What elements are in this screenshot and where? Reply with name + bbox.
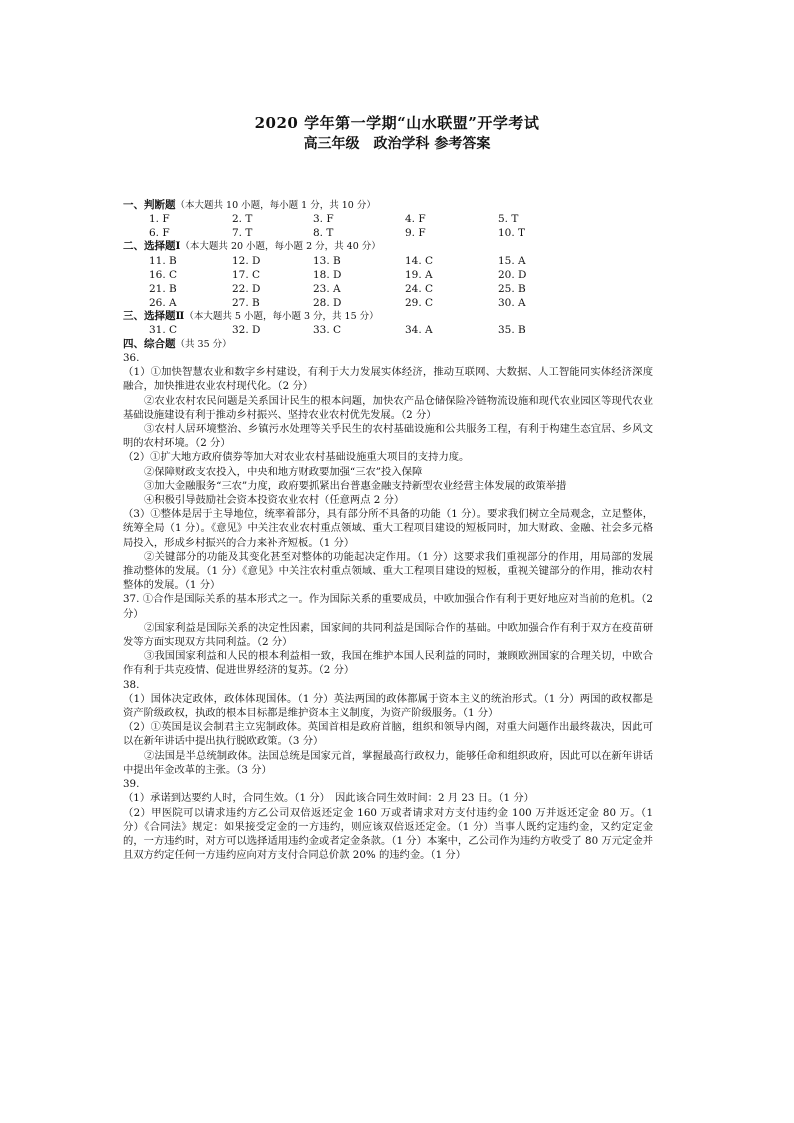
answer-cell: 28. D [313, 297, 342, 309]
section-title: 二、选择题Ⅰ [123, 240, 181, 252]
section-heading-judgement [123, 199, 376, 212]
answer-cell: 25. B [498, 283, 526, 295]
answer-paragraph: 36. [123, 352, 140, 364]
answer-cell: 6. F [149, 227, 170, 239]
answer-cell: 10. T [498, 227, 526, 239]
answer-cell: 4. F [405, 213, 426, 225]
answer-cell: 15. A [498, 255, 526, 267]
answer-cell: 35. B [498, 324, 526, 336]
section-note: （本大题共 10 小题，每小题 1 分，共 10 分） [175, 200, 376, 211]
answer-cell: 9. F [405, 227, 426, 239]
answer-paragraph: ②国家利益是国际关系的决定性因素，国家间的共同利益是国际合作的基础。中欧加强合作有利于双方在疫苗研发等方面实现双方共同利益。（2 分） [123, 621, 653, 649]
section-title: 三、选择题Ⅱ [123, 310, 185, 322]
answer-paragraph: ③农村人居环境整治、乡镇污水处理等关乎民生的农村基础设施和公共服务工程，有利于构建生态宜居、乡风文明的农村环境。（2 分） [123, 423, 653, 450]
answer-paragraph: （2）①英国是议会制君主立宪制政体。英国首相是政府首脑，组织和领导内阁，对重大问题作出最终裁决，因此可以在新年讲话中提出执行脱欧政策。（3 分） [123, 721, 653, 748]
answer-cell: 26. A [149, 297, 177, 309]
answer-cell: 19. A [405, 269, 433, 281]
answer-cell: 22. D [232, 283, 261, 295]
answer-cell: 14. C [405, 255, 434, 267]
section-heading-choice-2 [123, 310, 379, 323]
section-title: 一、判断题 [123, 199, 176, 211]
answer-paragraph: （1）承诺到达要约人时，合同生效。（1 分） 因此该合同生效时间：2 月 23 日。（1 分） [123, 792, 534, 805]
answer-cell: 31. C [149, 324, 178, 336]
answer-cell: 1. F [149, 213, 170, 225]
section-note: （本大题共 5 小题，每小题 3 分，共 15 分） [184, 311, 379, 322]
answer-cell: 11. B [149, 255, 177, 267]
answer-cell: 24. C [405, 283, 434, 295]
answer-cell: 3. F [313, 213, 334, 225]
answer-paragraph: （1）国体决定政体，政体体现国体。（1 分）英法两国的政体都属于资本主义的统治形式。（1 分）两国的政权都是资产阶级政权，执政的根本目标都是维护资本主义制度，为资产阶级服务。（1 分） [123, 692, 653, 720]
answer-paragraph: 37. ①合作是国际关系的基本形式之一。作为国际关系的重要成员，中欧加强合作有利于更好地应对当前的危机。（2 分） [123, 593, 653, 620]
answer-cell: 32. D [232, 324, 261, 336]
answer-paragraph: ③加大金融服务“三农”力度，政府要抓紧出台普惠金融支持新型农业经营主体发展的政策举措 [144, 479, 567, 492]
answer-paragraph: （3）①整体是居于主导地位，统率着部分，具有部分所不具备的功能（1 分）。要求我们树立全局观念，立足整体，统筹全局（1 分）。《意见》中关注农业农村重点领域、重大工程项目建设的短板同时，加大财政、金融、社会多元格局投入，形成乡村振兴的合力来补齐短板。（1 分） [123, 508, 653, 549]
answer-cell: 34. A [405, 324, 433, 336]
answer-paragraph: ②关键部分的功能及其变化甚至对整体的功能起决定作用。（1 分）这要求我们重视部分的作用，用局部的发展推动整体的发展。（1 分）《意见》中关注农村重点领域、重大工程项目建设的短板，重视关键部分的作用，推动农村整体的发展。（1 分） [123, 550, 653, 592]
answer-cell: 29. C [405, 297, 434, 309]
answer-cell: 23. A [313, 283, 341, 295]
answer-cell: 13. B [313, 255, 341, 267]
exam-title: 2020 学年第一学期“山水联盟”开学考试 [254, 114, 540, 132]
answer-cell: 27. B [232, 297, 260, 309]
answer-paragraph: ②农业农村农民问题是关系国计民生的根本问题，加快农产品仓储保险冷链物流设施和现代农业园区等现代农业基础设施建设有利于推动乡村振兴、坚持农业农村优先发展。（2 分） [123, 394, 653, 421]
answer-cell: 21. B [149, 283, 177, 295]
answer-paragraph: ②保障财政支农投入，中央和地方财政要加强“三农”投入保障 [144, 465, 423, 478]
answer-cell: 33. C [313, 324, 342, 336]
answer-paragraph: 39. [123, 778, 140, 791]
answer-cell: 16. C [149, 269, 178, 281]
answer-cell: 20. D [498, 269, 527, 281]
answer-cell: 12. D [232, 255, 261, 267]
answer-paragraph: （1）①加快智慧农业和数字乡村建设，有利于大力发展实体经济，推动互联网、大数据、人工智能同实体经济深度融合，加快推进农业农村现代化。（2 分） [123, 366, 653, 393]
answer-paragraph: （2）甲医院可以请求违约方乙公司双倍返还定金 160 万或者请求对方支付违约金 100 万并返还定金 80 万。（1 分）《合同法》规定：如果接受定金的一方违约，则应该双倍返还定金。（1 分）当事人既约定违约金，又约定定金的，一方违约时，对方可以选择适用违约金或者定金条款。（1 分）本案中，乙公司作为违约方收受了 80 万元定金并且双方约定任何一方违约应向对方支付合同总价款 20% 的违约金。（1 分） [123, 806, 653, 862]
answer-paragraph: （2）①扩大地方政府债券等加大对农业农村基础设施重大项目的支持力度。 [123, 451, 470, 464]
section-title: 四、综合题 [123, 338, 176, 350]
answer-cell: 17. C [232, 269, 261, 281]
answer-cell: 5. T [498, 213, 519, 225]
section-heading-comprehensive [123, 338, 232, 351]
answer-paragraph: ④积极引导鼓励社会资本投资农业农村（任意两点 2 分） [144, 494, 405, 507]
answer-paragraph: ②法国是半总统制政体。法国总统是国家元首，掌握最高行政权力，能够任命和组织政府，因此可以在新年讲话中提出年金改革的主张。（3 分） [123, 749, 653, 776]
answer-cell: 7. T [232, 227, 253, 239]
answer-cell: 8. T [313, 227, 334, 239]
answer-cell: 30. A [498, 297, 526, 309]
answer-paragraph: 38. [123, 678, 140, 691]
answer-cell: 18. D [313, 269, 342, 281]
section-heading-choice-1 [123, 240, 381, 253]
answer-cell: 2. T [232, 213, 253, 225]
comprehensive-answers [123, 351, 653, 862]
section-note: （共 35 分） [175, 339, 232, 350]
section-note: （本大题共 20 小题，每小题 2 分，共 40 分） [180, 241, 381, 252]
answer-paragraph: ③我国国家利益和人民的根本利益相一致，我国在维护本国人民利益的同时，兼顾欧洲国家的合理关切，中欧合作有利于共克疫情、促进世界经济的复苏。（2 分） [123, 650, 653, 677]
exam-subtitle: 高三年级 政治学科 参考答案 [303, 136, 491, 152]
